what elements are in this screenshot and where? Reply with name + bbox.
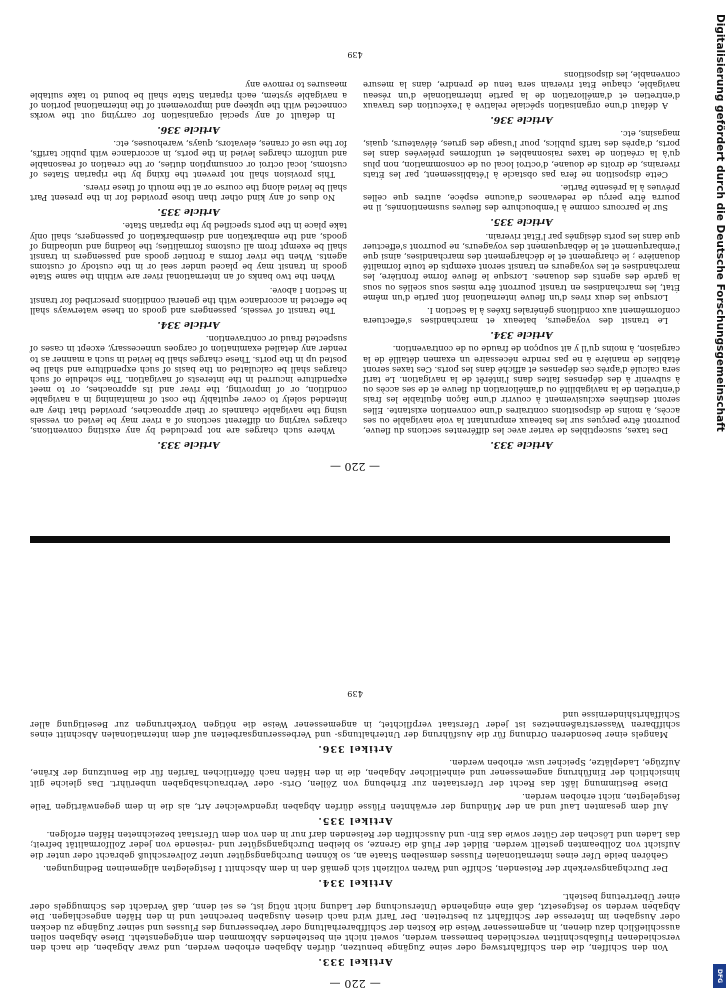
article-paragraph: Diese Bestimmung läßt das Recht der Uferstaaten zur Erhebung von Zöllen, Orts- oder Verbrauchsabgaben unberührt. Das gleiche gilt hinsichtlich der Einführung angemessener und einheitlicher Abgaben, die in den Häfen nach öffentlichen Tarifen für die Benutzung der Kräne, Aufzüge, Ladeplätze, Speicher usw. erhoben werden. xyxy=(30,758,680,789)
article-paragraph: Lorsque les deux rives d'un fleuve international font partie d'un même État, les marchandises en transit pourront être mises sous scellés ou sous la garde des agents des douanes. Lorsque le fleuve forme frontière, les marchandises et les voyageurs en transit seront exempts de toute formalité douanière ; le chargement et le déchargement des marchandises, ainsi que l'embarquement et le débarquement des voyageurs, ne pourront s'effectuer que dans les ports désignés par l'État riverain. xyxy=(363,231,680,303)
funding-notice: Digitalisierung gefördert durch die Deutsche Forschungsgemeinschaft xyxy=(714,14,726,432)
page-number: 439 xyxy=(347,49,363,59)
article-title: Article 336. xyxy=(490,113,553,125)
dfg-logo: DFG xyxy=(713,964,726,988)
article-paragraph: This provision shall not prevent the fixing by the riparian States of customs, local octroi or consumption duties, or the creation of reasonable and uniform charges levied in the ports, in accordance with public tariffs, for the use of cranes, elevators, quays, warehouses, etc. xyxy=(30,139,347,180)
article-title: Artikel 334. xyxy=(317,876,393,888)
article-paragraph: Le transit des voyageurs, bateaux et marchandises s'effectuera conformément aux conditions générales fixées à la Section I. xyxy=(363,305,680,327)
article-paragraph: Sur le parcours comme à l'embouchure des fleuves susmentionnés, il ne pourra être perçu de redevances d'aucune espèce, autres que celles prévues à la présente Partie. xyxy=(363,182,680,214)
article-paragraph: Mangels einer besonderen Ordnung für die Ausführung der Unterhaltungs- und Verbesserungsarbeiten auf dem internationalen Abschnitt eines schiffbaren Wasserstraßennetzes ist jeder Uferstaat verpflichtet, in angemessener Weise die nötigen Vorkehrungen zur Beseitigung aller Schiffahrtshindernisse und xyxy=(30,709,680,740)
article-paragraph: The transit of vessels, passengers and goods on these waterways shall be effected in accordance with the general conditions prescribed for transit in Section I above. xyxy=(30,285,347,316)
article-title: Article 334. xyxy=(490,329,553,341)
article-title: Artikel 336. xyxy=(317,742,393,754)
article-title: Article 333. xyxy=(490,439,553,450)
german-column xyxy=(30,706,680,971)
article-paragraph: In default of any special organisation for carrying out the works connected with the upkeep and improvement of the international portion of a navigable system, each riparian State shall be bound to take suitable measures to remove any xyxy=(30,80,347,121)
article-paragraph: No dues of any kind other than those provided for in the present Part shall be levied along the course or at the mouth of these rivers. xyxy=(30,182,347,204)
article-paragraph: Gehören beide Ufer eines internationalen Flusses demselben Staate an, so können Durchgangsgüter unter Zollverschluß gebracht oder unter die Aufsicht von Zollbeamten gestellt werden. Bildet der Fluß die Grenze, so bleiben Durchgangsgüter und -reisende von jeder Zollformalität befreit; das Laden und Löschen der Güter sowie das Ein- und Ausschiffen der Reisenden darf nur in den von dem Uferstaat bezeichneten Häfen erfolgen. xyxy=(30,830,680,861)
article-paragraph: A défaut d'une organisation spéciale relative à l'exécution des travaux d'entretien et d'amélioration de la partie internationale d'un réseau navigable, chaque État riverain sera tenu de prendre, dans la mesure convenable, les dispositions xyxy=(363,70,680,111)
article-title: Artikel 333. xyxy=(317,956,393,967)
article-title: Article 333. xyxy=(157,439,220,450)
english-column xyxy=(30,67,347,454)
page-header: — 220 — xyxy=(329,977,381,990)
article-paragraph: Der Durchgangsverkehr der Reisenden, Schiffe und Waren vollzieht sich gemäß den in dem Abschnitt I festgelegten allgemeinen Bedingungen. xyxy=(42,863,668,874)
article-title: Article 336. xyxy=(157,123,220,135)
article-paragraph: Where such charges are not precluded by any existing conventions, charges varying on different sections of a river may be levied on vessels using the navigable channels or their approaches, provided that they are intended solely to cover equitably the cost of maintaining in a navigable condition, or of improving, the river and its approaches, or to meet expenditure incurred in the interests of navigation. The schedule of such charges shall be calculated on the basis of such expenditure and shall be posted up in the ports. These charges shall be levied in such a manner as to render any detailed examination of cargoes unnecessary, except in cases of suspected fraud or contravention. xyxy=(30,334,347,436)
digitization-banner xyxy=(712,0,727,1000)
page-divider xyxy=(30,536,670,543)
page-number: 439 xyxy=(347,689,363,699)
article-title: Artikel 335. xyxy=(317,814,393,826)
article-paragraph: Des taxes, susceptibles de varier avec les différentes sections du fleuve, pourront être perçues sur les bateaux empruntant la voie navigable ou ses accès, à moins de dispositions contraires d'une convention existante. Elles seront destinées exclusivement à couvrir d'une façon équitable les frais d'entretien de la navigabilité ou d'amélioration du fleuve et de ses accès ou à subvenir à des dépenses faites dans l'intérêt de la navigation. Le tarif sera calculé d'après ces dépenses et affiché dans les ports. Ces taxes seront établies de manière à ne pas rendre nécessaire un examen détaillé de la cargaison, à moins qu'il y ait soupçon de fraude ou de contravention. xyxy=(363,344,680,436)
article-paragraph: Von den Schiffen, die den Schiffahrtsweg oder seine Zugänge benutzen, dürfen Abgaben erhoben werden, und zwar Abgaben, die nach den verschiedenen Flußabschnitten verschieden bemessen werden, soweit nicht ein bestehendes Abkommen dem entgegensteht. Diese Abgaben sollen ausschließlich dazu dienen, in angemessener Weise die Kosten der Schiffbarerhaltung oder Verbesserung des Flusses und seiner Zugänge zu decken oder Ausgaben im Interesse der Schiffahrt zu bestreiten. Der Tarif wird nach diesen Ausgaben berechnet und in den Häfen angeschlagen. Die Abgaben werden so festgesetzt, daß eine eingehende Untersuchung der Ladung nicht nötig ist, es sei denn, daß Verdacht des Schmuggels oder einer Übertretung besteht. xyxy=(30,891,680,953)
article-paragraph: When the two banks of an international river are within the same State goods in transit may be placed under seal or in the custody of customs agents. When the river forms a frontier goods and passengers in transit shall be exempt from all customs formalities; the loading and unloading of goods, and the embarkation and disembarkation of passengers, shall only take place in the ports specified by the riparian State. xyxy=(30,221,347,283)
article-title: Article 335. xyxy=(157,206,220,218)
article-paragraph: Cette disposition ne fera pas obstacle à l'établissement, par les États riverains, de droits de douane, d'octroi local ou de consommation, non plus qu'à la création de taxes raisonnables et uniformes prélevées dans les ports, d'après des tarifs publics, pour l'usage des grues, élévateurs, quais, magasins, etc. xyxy=(363,128,680,180)
page-header: — 220 — xyxy=(330,460,380,473)
article-title: Article 335. xyxy=(490,216,553,228)
lower-page-german xyxy=(30,560,680,990)
article-title: Article 334. xyxy=(157,318,220,330)
article-paragraph: Auf dem gesamten Lauf und an der Mündung der erwähnten Flüsse dürfen Abgaben irgendwelcher Art, als die in dem gegenwärtigen Teile festgelegten, nicht erhoben werden. xyxy=(30,791,680,812)
french-column xyxy=(363,67,680,454)
upper-page-bilingual xyxy=(30,18,680,473)
